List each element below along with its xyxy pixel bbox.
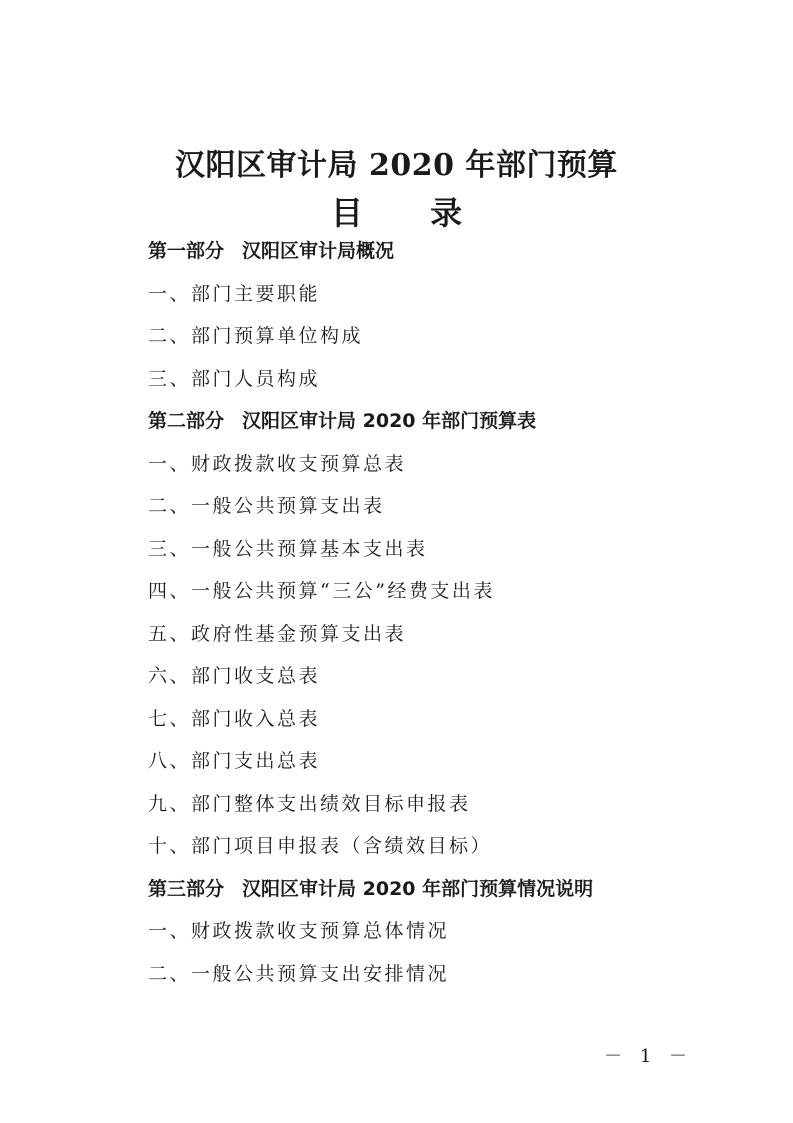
toc-item: 一、部门主要职能 xyxy=(148,282,321,305)
table-of-contents xyxy=(148,230,593,995)
toc-part-label: 第三部分 xyxy=(148,877,225,900)
toc-item: 二、一般公共预算支出安排情况 xyxy=(148,962,450,985)
toc-part-label: 第二部分 xyxy=(148,410,225,432)
toc-part-2 xyxy=(148,400,593,443)
toc-part-label: 第一部分 xyxy=(148,240,225,262)
toc-item: 三、部门人员构成 xyxy=(148,367,321,390)
toc-heading: 目 录 xyxy=(330,194,491,232)
toc-part-3 xyxy=(148,868,593,911)
toc-item: 五、政府性基金预算支出表 xyxy=(148,622,407,645)
toc-item: 三、一般公共预算基本支出表 xyxy=(148,537,428,560)
toc-part-name: 汉阳区审计局 2020 年部门预算表 xyxy=(242,410,537,432)
toc-item: 八、部门支出总表 xyxy=(148,750,321,772)
toc-item: 一、财政拨款收支预算总表 xyxy=(148,452,407,475)
toc-part-name: 汉阳区审计局概况 xyxy=(242,240,395,262)
toc-item: 二、一般公共预算支出表 xyxy=(148,495,385,517)
toc-part-1 xyxy=(148,230,593,273)
document-title: 汉阳区审计局 2020 年部门预算 xyxy=(175,148,618,183)
toc-item: 六、部门收支总表 xyxy=(148,665,321,687)
toc-item: 二、部门预算单位构成 xyxy=(148,325,364,347)
toc-item: 七、部门收入总表 xyxy=(148,707,321,730)
toc-item: 十、部门项目申报表（含绩效目标） xyxy=(148,835,493,857)
toc-item: 四、一般公共预算“三公”经费支出表 xyxy=(148,580,495,602)
toc-part-name: 汉阳区审计局 2020 年部门预算情况说明 xyxy=(242,877,594,900)
toc-item: 九、部门整体支出绩效目标申报表 xyxy=(148,792,471,815)
toc-item: 一、财政拨款收支预算总体情况 xyxy=(148,920,450,942)
page-number: － 1 － xyxy=(604,1046,693,1067)
